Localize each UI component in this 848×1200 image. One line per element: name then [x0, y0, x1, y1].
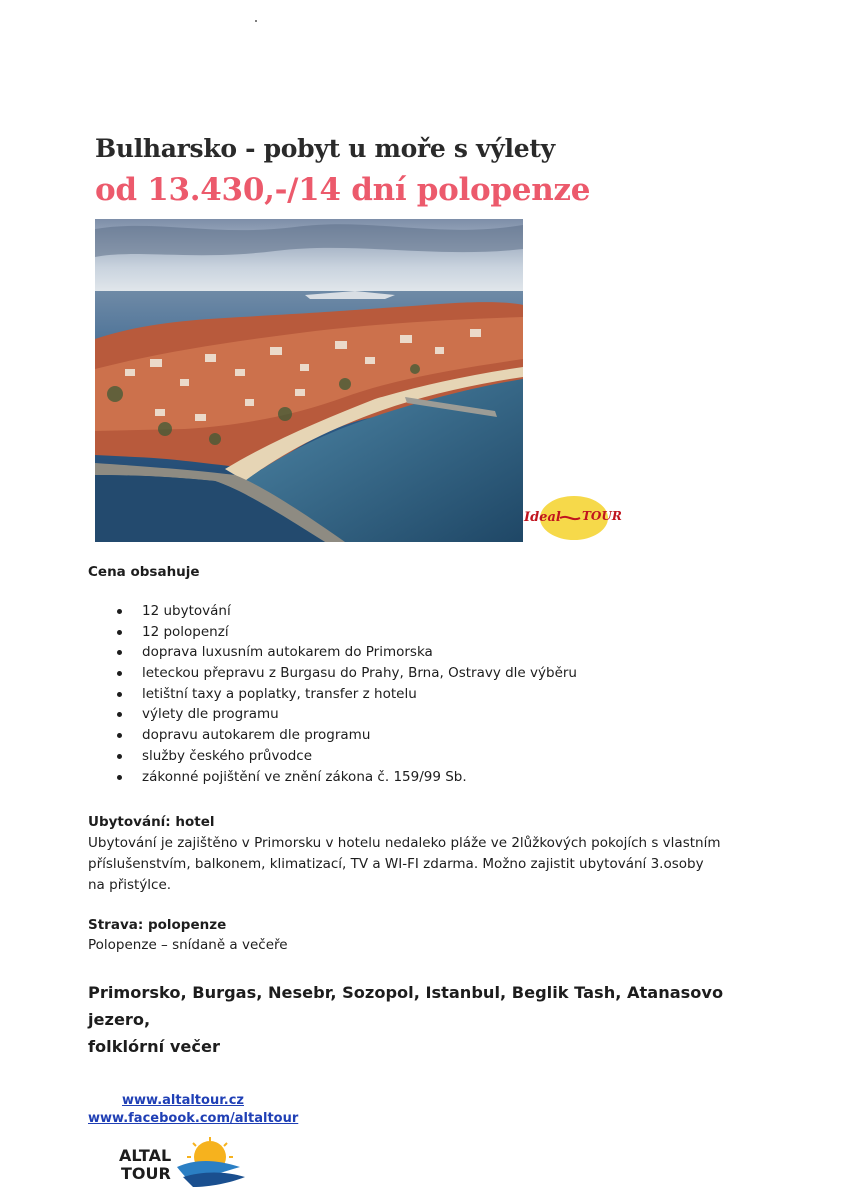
- svg-text:ALTAL: ALTAL: [119, 1146, 172, 1165]
- bullet-icon: [117, 692, 122, 697]
- list-item: 12 polopenzí: [88, 622, 577, 643]
- list-item: dopravu autokarem dle programu: [88, 725, 577, 746]
- price-includes-heading: Cena obsahuje: [88, 564, 200, 580]
- board-text: Polopenze – snídaně a večeře: [88, 937, 288, 953]
- aerial-coast-photo: [95, 219, 523, 542]
- list-item: služby českého průvodce: [88, 746, 577, 767]
- list-item: 12 ubytování: [88, 601, 577, 622]
- bullet-icon: [117, 733, 122, 738]
- bullet-icon: [117, 630, 122, 635]
- list-item: leteckou přepravu z Burgasu do Prahy, Brna, Ostravy dle výběru: [88, 663, 577, 684]
- destinations-line-1: Primorsko, Burgas, Nesebr, Sozopol, Istanbul, Beglik Tash, Atanasovo jezero,: [88, 983, 724, 1029]
- accommodation-heading: Ubytování: hotel: [88, 814, 215, 830]
- list-item: výlety dle programu: [88, 704, 577, 725]
- website-link[interactable]: www.altaltour.cz: [122, 1093, 244, 1108]
- list-item: doprava luxusním autokarem do Primorska: [88, 642, 577, 663]
- bullet-icon: [117, 775, 122, 780]
- svg-text:TOUR: TOUR: [121, 1164, 171, 1183]
- svg-text:Ideal: Ideal: [524, 510, 561, 525]
- destinations-line-2: folklórní večer: [88, 1037, 220, 1056]
- scan-speck: [255, 20, 257, 22]
- list-item: zákonné pojištění ve znění zákona č. 159/99 Sb.: [88, 767, 577, 788]
- accommodation-line-2: příslušenstvím, balkonem, klimatizací, TV a WI-FI zdarma. Možno zajistit ubytování 3.osoby: [88, 856, 704, 872]
- facebook-link[interactable]: www.facebook.com/altaltour: [88, 1111, 299, 1126]
- list-item: letištní taxy a poplatky, transfer z hotelu: [88, 684, 577, 705]
- price-includes-list: [88, 601, 577, 787]
- bullet-icon: [117, 650, 122, 655]
- ideal-tour-logo: [520, 492, 636, 542]
- bullet-icon: [117, 609, 122, 614]
- bullet-icon: [117, 671, 122, 676]
- accommodation-line-1: Ubytování je zajištěno v Primorsku v hotelu nedaleko pláže ve 2lůžkových pokojích s vlastním: [88, 835, 721, 851]
- accommodation-line-3: na přistýlce.: [88, 877, 172, 893]
- svg-text:TOUR: TOUR: [582, 509, 622, 523]
- altal-tour-logo: [115, 1137, 255, 1189]
- price-headline: od 13.430,-/14 dní polopenze: [95, 172, 591, 208]
- page-title: Bulharsko - pobyt u moře s výlety: [95, 134, 555, 163]
- destinations-list: [88, 979, 748, 1060]
- bullet-icon: [117, 754, 122, 759]
- bullet-icon: [117, 712, 122, 717]
- board-heading: Strava: polopenze: [88, 917, 227, 933]
